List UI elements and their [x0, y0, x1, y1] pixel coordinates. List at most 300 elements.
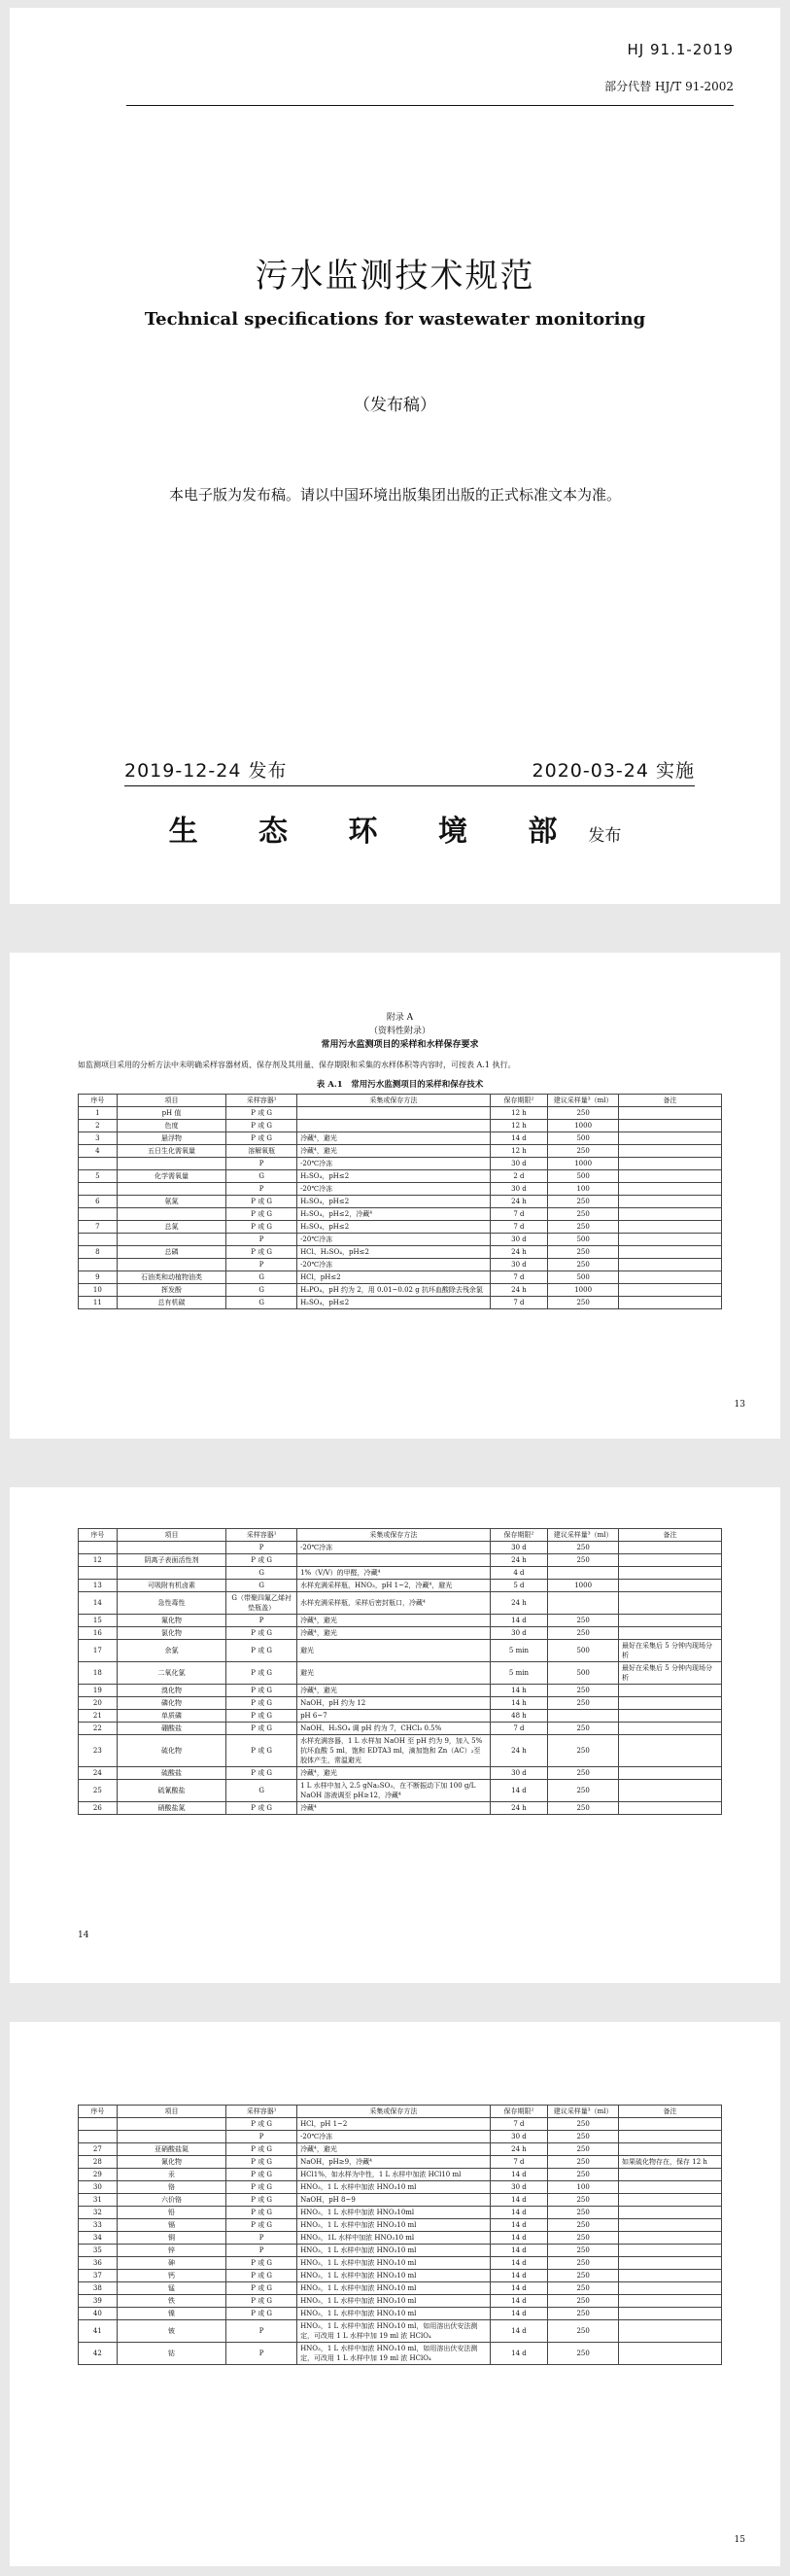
table-cell: P 或 G	[226, 2282, 297, 2295]
table-cell: 14 d	[490, 2169, 548, 2181]
table-cell	[619, 1259, 722, 1271]
table-cell: -20℃冷冻	[297, 1259, 491, 1271]
table-cell: 21	[79, 1710, 118, 1723]
table-cell	[619, 1780, 722, 1802]
table-cell: 14 d	[490, 2343, 548, 2365]
table-row	[79, 1132, 722, 1145]
table-cell: P 或 G	[226, 1723, 297, 1735]
table-cell: G	[226, 1780, 297, 1802]
table-header-row	[79, 2106, 722, 2118]
table-cell	[619, 1196, 722, 1208]
table-cell: 8	[79, 1246, 118, 1259]
table-cell: 250	[548, 1221, 619, 1234]
table-cell	[619, 2282, 722, 2295]
table-cell: P 或 G	[226, 1802, 297, 1815]
table-cell	[619, 2320, 722, 2343]
table-row	[79, 1710, 722, 1723]
table-cell: 30 d	[490, 1183, 548, 1196]
table-cell: G	[226, 1271, 297, 1284]
table-cell: 冷藏⁴，避光	[297, 1145, 491, 1158]
table-cell: 30 d	[490, 1234, 548, 1246]
table-cell: 35	[79, 2245, 118, 2257]
table-cell: 25	[79, 1780, 118, 1802]
table-cell	[619, 2207, 722, 2219]
table-cell: 27	[79, 2143, 118, 2156]
table-cell	[619, 1627, 722, 1640]
table-cell: 250	[548, 2308, 619, 2320]
table-cell	[619, 1580, 722, 1592]
table-cell	[619, 1221, 722, 1234]
table-cell: 4	[79, 1145, 118, 1158]
table-cell: 250	[548, 2257, 619, 2270]
table-cell: 18	[79, 1662, 118, 1685]
table-cell: 17	[79, 1640, 118, 1662]
table-cell	[619, 2343, 722, 2365]
issuer	[10, 807, 780, 850]
table-cell: 38	[79, 2282, 118, 2295]
table-cell: 100	[548, 1183, 619, 1196]
table-row	[79, 2245, 722, 2257]
table-cell	[619, 1132, 722, 1145]
table-cell	[117, 2118, 226, 2131]
table-cell: 250	[548, 2156, 619, 2169]
table-cell	[619, 1802, 722, 1815]
table-cell	[619, 1271, 722, 1284]
table-row	[79, 1120, 722, 1132]
table-cell: P 或 G	[226, 2181, 297, 2194]
table-cell: H₂SO₄，pH≤2，冷藏⁴	[297, 1208, 491, 1221]
table-cell	[619, 2118, 722, 2131]
table-cell: 14 d	[490, 2282, 548, 2295]
table-header-row	[79, 1529, 722, 1542]
table-caption: 表 A.1 常用污水监测项目的采样和保存技术	[316, 1080, 484, 1090]
table-cell	[619, 1685, 722, 1697]
table-cell: H₂SO₄，pH≤2	[297, 1170, 491, 1183]
table-cell: 100	[548, 2181, 619, 2194]
table-cell	[79, 1542, 118, 1554]
table-cell: 34	[79, 2232, 118, 2245]
table-row	[79, 2270, 722, 2282]
table-row	[79, 1221, 722, 1234]
table-row	[79, 1780, 722, 1802]
table-row	[79, 1158, 722, 1170]
table-cell: P 或 G	[226, 1246, 297, 1259]
table-cell: H₂SO₄，pH≤2	[297, 1221, 491, 1234]
table-row	[79, 1627, 722, 1640]
table-cell: 30 d	[490, 1767, 548, 1780]
table-row	[79, 1802, 722, 1815]
table-cell	[117, 2131, 226, 2143]
table-cell: -20℃冷冻	[297, 1158, 491, 1170]
sampling-table	[78, 2105, 722, 2365]
appendix-type: （资料性附录）	[368, 1027, 430, 1036]
table-cell: 12 h	[490, 1120, 548, 1132]
table-cell: 六价铬	[117, 2194, 226, 2207]
table-cell: 1000	[548, 1580, 619, 1592]
table-cell: 7 d	[490, 2118, 548, 2131]
table-cell: P 或 G	[226, 1662, 297, 1685]
table-cell: 化学需氧量	[117, 1170, 226, 1183]
table-cell	[619, 1735, 722, 1767]
table-cell: HNO₃，1 L 水样中加浓 HNO₃10 ml	[297, 2282, 491, 2295]
column-header: 保存期限²	[490, 1529, 548, 1542]
table-cell	[619, 1284, 722, 1297]
column-header: 项目	[117, 1095, 226, 1107]
table-cell: 悬浮物	[117, 1132, 226, 1145]
table-cell	[548, 1710, 619, 1723]
footer-divider	[124, 785, 695, 786]
table-cell: NaOH，pH 约为 12	[297, 1697, 491, 1710]
table-cell: P 或 G	[226, 2308, 297, 2320]
table-cell	[619, 1710, 722, 1723]
table-cell: 14 d	[490, 2295, 548, 2308]
column-header: 采样容器¹	[226, 2106, 297, 2118]
table-cell	[619, 1592, 722, 1615]
table-cell	[619, 1615, 722, 1627]
table-cell: 14 d	[490, 1615, 548, 1627]
table-cell: 42	[79, 2343, 118, 2365]
table-cell: 冷藏⁴，避光	[297, 1767, 491, 1780]
table-cell: P	[226, 1183, 297, 1196]
table-cell	[619, 1183, 722, 1196]
table-cell: NaOH，pH≥9，冷藏⁴	[297, 2156, 491, 2169]
table-cell: P 或 G	[226, 2156, 297, 2169]
table-cell: 二氧化氯	[117, 1662, 226, 1685]
column-header: 建议采样量³（ml）	[548, 1095, 619, 1107]
table-cell: P 或 G	[226, 1107, 297, 1120]
table-cell: 镍	[117, 2308, 226, 2320]
table-cell: P 或 G	[226, 1221, 297, 1234]
table-cell: 汞	[117, 2169, 226, 2181]
table-cell: G	[226, 1170, 297, 1183]
column-header: 备注	[619, 1529, 722, 1542]
table-cell: pH 6~7	[297, 1710, 491, 1723]
table-row	[79, 1208, 722, 1221]
effective-date: 2020-03-24 实施	[532, 760, 695, 782]
table-cell	[619, 1158, 722, 1170]
table-cell: 30 d	[490, 1158, 548, 1170]
appendix-title: 常用污水监测项目的采样和水样保存要求	[321, 1040, 479, 1050]
table-cell: -20℃冷冻	[297, 2131, 491, 2143]
table-cell: 14 d	[490, 1780, 548, 1802]
table-cell: 铜	[117, 2232, 226, 2245]
table-cell	[619, 1145, 722, 1158]
column-header: 备注	[619, 2106, 722, 2118]
table-cell: 250	[548, 2320, 619, 2343]
table-cell: 250	[548, 2270, 619, 2282]
table-cell: P 或 G	[226, 1196, 297, 1208]
table-cell: 24 h	[490, 1592, 548, 1615]
table-cell	[619, 1554, 722, 1567]
table-cell: P 或 G	[226, 2143, 297, 2156]
table-row	[79, 2143, 722, 2156]
table-cell: 36	[79, 2257, 118, 2270]
table-cell: G（带聚四氟乙烯衬垫瓶盖）	[226, 1592, 297, 1615]
table-cell: P 或 G	[226, 1767, 297, 1780]
table-cell	[619, 2181, 722, 2194]
column-header: 保存期限²	[490, 1095, 548, 1107]
table-cell: 24 h	[490, 1735, 548, 1767]
issuer-suffix: 发布	[588, 826, 622, 846]
table-cell: 急性毒性	[117, 1592, 226, 1615]
table-cell	[548, 1567, 619, 1580]
table-cell: P	[226, 2131, 297, 2143]
table-row	[79, 1196, 722, 1208]
table-cell	[619, 1542, 722, 1554]
table-cell: P 或 G	[226, 1120, 297, 1132]
table-cell: 14 h	[490, 1697, 548, 1710]
table-cell: 250	[548, 2343, 619, 2365]
table-cell: 总磷	[117, 1246, 226, 1259]
table-cell: 32	[79, 2207, 118, 2219]
page-number: 15	[734, 2535, 745, 2545]
table-cell	[619, 2245, 722, 2257]
table-cell: 1%（V/V）的甲醛，冷藏⁴	[297, 1567, 491, 1580]
table-cell: 250	[548, 1615, 619, 1627]
table-cell: 500	[548, 1132, 619, 1145]
table-cell: 12 h	[490, 1107, 548, 1120]
table-cell: 冷藏⁴，避光	[297, 2143, 491, 2156]
table-cell: G	[226, 1567, 297, 1580]
appendix-intro: 如监测项目采用的分析方法中未明确采样容器材质、保存剂及其用量、保存期限和采集的水样体积等内容时，可按表 A.1 执行。	[78, 1061, 516, 1069]
table-cell: 24 h	[490, 2143, 548, 2156]
sampling-table	[78, 1528, 722, 1815]
table-cell: 41	[79, 2320, 118, 2343]
page-13	[10, 953, 780, 1439]
table-cell: 14 h	[490, 1685, 548, 1697]
table-cell: P	[226, 1234, 297, 1246]
table-row	[79, 1259, 722, 1271]
table-cell: 30 d	[490, 1542, 548, 1554]
table-cell: NaOH、H₂SO₄ 调 pH 约为 7，CHCl₃ 0.5%	[297, 1723, 491, 1735]
table-cell: 砷	[117, 2257, 226, 2270]
table-cell: 单质磷	[117, 1710, 226, 1723]
table-cell: -20℃冷冻	[297, 1542, 491, 1554]
table-cell: HNO₃，1 L 水样中加浓 HNO₃10 ml	[297, 2308, 491, 2320]
table-row	[79, 2194, 722, 2207]
table-cell: HNO₃，1 L 水样中加浓 HNO₃10 ml，如用溶出伏安法测定，可改用 1 L 水样中加 19 ml 浓 HClO₄	[297, 2320, 491, 2343]
column-header: 序号	[79, 1529, 118, 1542]
table-cell: 溶解氧瓶	[226, 1145, 297, 1158]
table-cell: 氯化物	[117, 1627, 226, 1640]
table-cell: 1000	[548, 1284, 619, 1297]
table-row	[79, 1735, 722, 1767]
table-cell: P	[226, 2343, 297, 2365]
table-cell: 钙	[117, 2270, 226, 2282]
table-cell: 24 h	[490, 1554, 548, 1567]
table-cell: 锌	[117, 2245, 226, 2257]
table-cell: 39	[79, 2295, 118, 2308]
table-cell: 30	[79, 2181, 118, 2194]
table-cell: 氟化物	[117, 1615, 226, 1627]
table-cell: 500	[548, 1271, 619, 1284]
table-cell: 24 h	[490, 1246, 548, 1259]
table-cell: P 或 G	[226, 1554, 297, 1567]
table-cell: 9	[79, 1271, 118, 1284]
table-cell: 如果硫化物存在，保存 12 h	[619, 2156, 722, 2169]
table-cell: HCl，pH 1~2	[297, 2118, 491, 2131]
column-header: 序号	[79, 1095, 118, 1107]
table-cell	[619, 2219, 722, 2232]
table-row	[79, 1554, 722, 1567]
table-cell: 28	[79, 2156, 118, 2169]
table-cell: 铅	[117, 2207, 226, 2219]
table-cell: 5	[79, 1170, 118, 1183]
edition-note: 本电子版为发布稿。请以中国环境出版集团出版的正式标准文本为准。	[168, 486, 621, 504]
title-english: Technical specifications for wastewater monitoring	[144, 309, 646, 330]
table-cell	[297, 1554, 491, 1567]
table-cell: H₂SO₄，pH≤2	[297, 1297, 491, 1309]
table-cell: 1 L 水样中加入 2.5 gNa₂SO₃，在不断振动下加 100 g/L NaOH 溶液调至 pH≥12，冷藏⁴	[297, 1780, 491, 1802]
table-cell: 2	[79, 1120, 118, 1132]
table-cell: 250	[548, 1780, 619, 1802]
table-cell: 250	[548, 1145, 619, 1158]
table-row	[79, 2232, 722, 2245]
table-row	[79, 1640, 722, 1662]
table-cell: 500	[548, 1234, 619, 1246]
table-cell: 19	[79, 1685, 118, 1697]
table-cell: P 或 G	[226, 2257, 297, 2270]
table-cell	[548, 1592, 619, 1615]
table-cell: P 或 G	[226, 1685, 297, 1697]
table-cell: 29	[79, 2169, 118, 2181]
table-cell: 250	[548, 2143, 619, 2156]
table-cell: P 或 G	[226, 1208, 297, 1221]
table-cell: 14 d	[490, 2194, 548, 2207]
table-row	[79, 1685, 722, 1697]
table-header-row	[79, 1095, 722, 1107]
table-cell: 250	[548, 1627, 619, 1640]
table-row	[79, 1567, 722, 1580]
appendix-label: 附录 A	[386, 1013, 414, 1023]
table-cell: 250	[548, 1685, 619, 1697]
table-cell: 冷藏⁴，避光	[297, 1132, 491, 1145]
table-cell: 250	[548, 2169, 619, 2181]
table-row	[79, 2131, 722, 2143]
table-cell: 250	[548, 2207, 619, 2219]
table-cell: 14 d	[490, 2232, 548, 2245]
table-cell: 1	[79, 1107, 118, 1120]
table-cell: 7 d	[490, 1208, 548, 1221]
table-cell: 12	[79, 1554, 118, 1567]
column-header: 项目	[117, 1529, 226, 1542]
table-cell: HNO₃，1L 水样中加浓 HNO₃10 ml	[297, 2232, 491, 2245]
table-cell	[79, 1183, 118, 1196]
table-cell: 锰	[117, 2282, 226, 2295]
cover-page	[10, 8, 780, 904]
table-cell: 31	[79, 2194, 118, 2207]
table-cell	[619, 1767, 722, 1780]
table-cell	[619, 2270, 722, 2282]
table-cell: 26	[79, 1802, 118, 1815]
table-cell: 7 d	[490, 1271, 548, 1284]
table-cell: 2 d	[490, 1170, 548, 1183]
table-cell: 12 h	[490, 1145, 548, 1158]
table-cell	[79, 2131, 118, 2143]
table-cell: P 或 G	[226, 1132, 297, 1145]
page-15	[10, 2022, 780, 2566]
table-cell: P	[226, 1615, 297, 1627]
table-cell: 14 d	[490, 2245, 548, 2257]
table-row	[79, 2156, 722, 2169]
table-row	[79, 1271, 722, 1284]
table-cell: 氰化物	[117, 2156, 226, 2169]
table-cell	[619, 2169, 722, 2181]
table-cell: P	[226, 2245, 297, 2257]
column-header: 采集或保存方法	[297, 1529, 491, 1542]
table-cell: 37	[79, 2270, 118, 2282]
table-cell: 250	[548, 2194, 619, 2207]
table-row	[79, 1145, 722, 1158]
table-row	[79, 2118, 722, 2131]
table-cell	[117, 1234, 226, 1246]
table-cell	[619, 1567, 722, 1580]
table-row	[79, 2207, 722, 2219]
table-cell	[117, 1183, 226, 1196]
table-cell: 冷藏⁴，避光	[297, 1627, 491, 1640]
table-cell: 10	[79, 1284, 118, 1297]
table-cell: 14 d	[490, 2270, 548, 2282]
table-cell: P 或 G	[226, 1627, 297, 1640]
table-cell: 250	[548, 1107, 619, 1120]
table-cell	[619, 2143, 722, 2156]
table-cell: P	[226, 2232, 297, 2245]
table-cell: P	[226, 1259, 297, 1271]
table-cell: 30 d	[490, 2131, 548, 2143]
table-cell: P 或 G	[226, 2219, 297, 2232]
table-cell: 亚硝酸盐氮	[117, 2143, 226, 2156]
table-cell: P 或 G	[226, 2118, 297, 2131]
table-cell: 14 d	[490, 1132, 548, 1145]
table-cell: 余氯	[117, 1640, 226, 1662]
table-cell: 水样充满采样瓶，采样后密封瓶口，冷藏⁴	[297, 1592, 491, 1615]
table-row	[79, 1234, 722, 1246]
table-cell: 冷藏⁴	[297, 1802, 491, 1815]
table-cell	[117, 1542, 226, 1554]
table-row	[79, 1662, 722, 1685]
table-cell: 250	[548, 1723, 619, 1735]
table-row	[79, 1615, 722, 1627]
table-cell: 500	[548, 1170, 619, 1183]
table-row	[79, 1592, 722, 1615]
table-cell: 250	[548, 2245, 619, 2257]
table-cell: 硼酸盐	[117, 1723, 226, 1735]
table-cell	[79, 1234, 118, 1246]
table-cell: NaOH，pH 8~9	[297, 2194, 491, 2207]
table-cell: 14 d	[490, 2257, 548, 2270]
table-cell	[619, 2295, 722, 2308]
table-cell: HCl1%，如水样为中性，1 L 水样中加浓 HCl10 ml	[297, 2169, 491, 2181]
table-cell: 250	[548, 1697, 619, 1710]
table-cell: 48 h	[490, 1710, 548, 1723]
table-cell: 挥发酚	[117, 1284, 226, 1297]
table-cell: HNO₃，1 L 水样中加浓 HNO₃10 ml，如用溶出伏安法测定，可改用 1 L 水样中加 19 ml 浓 HClO₄	[297, 2343, 491, 2365]
table-cell	[619, 1107, 722, 1120]
column-header: 保存期限²	[490, 2106, 548, 2118]
table-cell: 钴	[117, 2343, 226, 2365]
table-cell: 硫化物	[117, 1735, 226, 1767]
table-cell	[619, 2131, 722, 2143]
table-cell: 14 d	[490, 2219, 548, 2232]
table-cell	[117, 1158, 226, 1170]
table-cell	[619, 1208, 722, 1221]
table-cell: 24 h	[490, 1284, 548, 1297]
table-cell: 避光	[297, 1640, 491, 1662]
table-cell: 水样充满采样瓶，HNO₃，pH 1~2，冷藏⁴，避光	[297, 1580, 491, 1592]
table-row	[79, 1107, 722, 1120]
table-cell	[619, 1723, 722, 1735]
table-cell: 14 d	[490, 2207, 548, 2219]
